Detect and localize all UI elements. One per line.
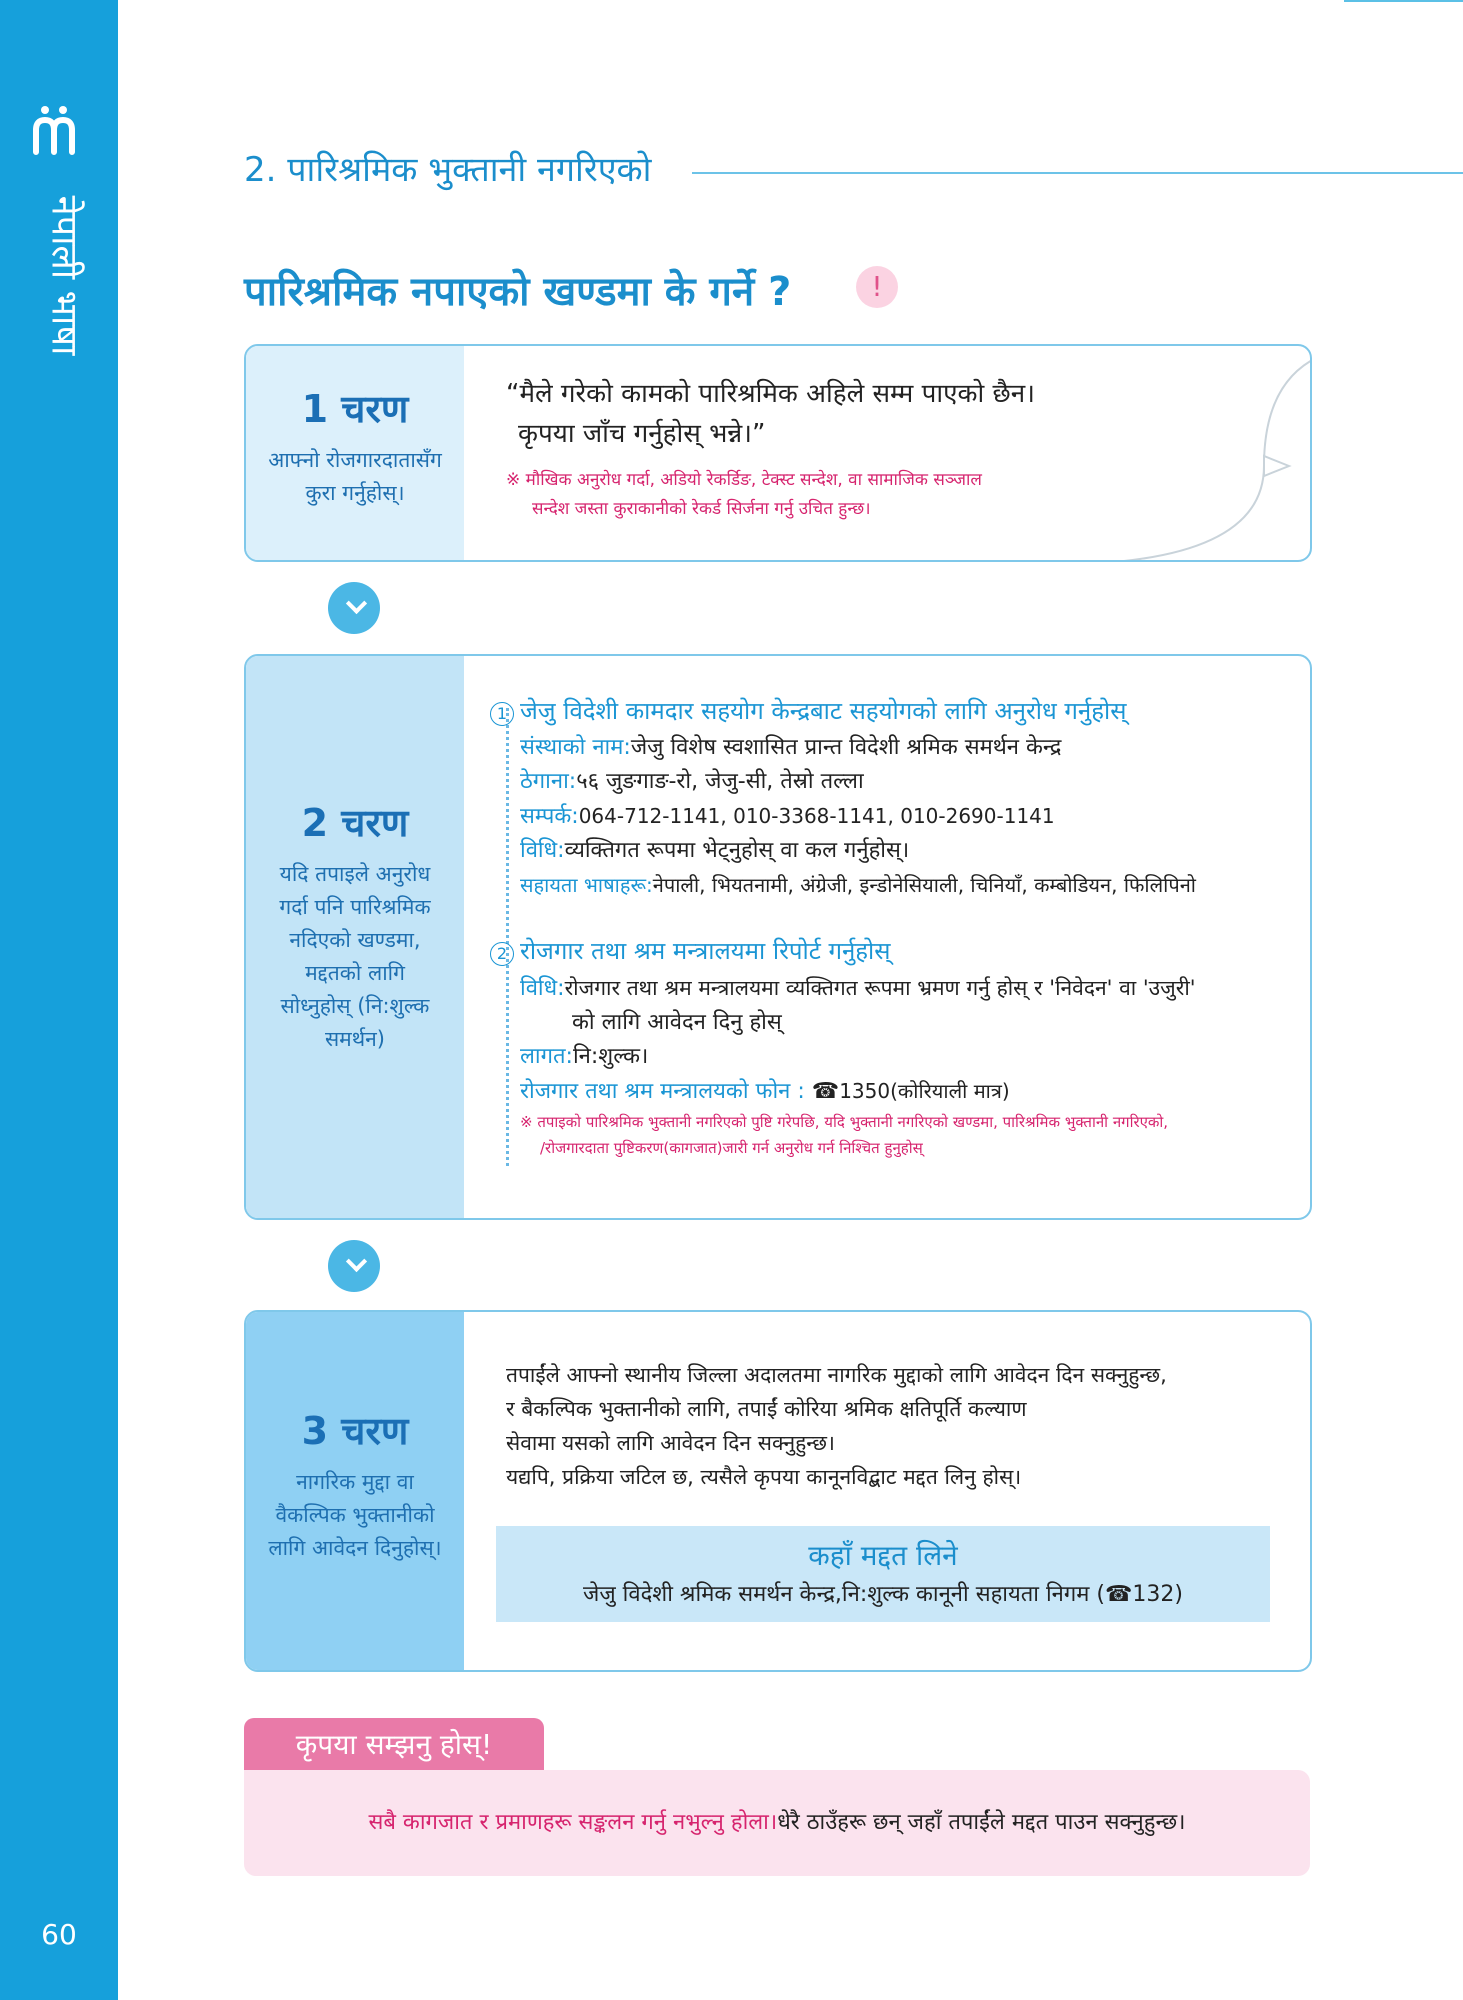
step2-label: 2 चरण	[301, 801, 409, 845]
phone-icon: ☎	[811, 1079, 840, 1104]
item2-cost: लागत:नि:शुल्क।	[520, 1044, 649, 1069]
step3-line3: सेवामा यसको लागि आवेदन दिन सक्नुहुन्छ।	[506, 1431, 835, 1455]
step1-quote	[506, 374, 1035, 524]
help-box	[496, 1526, 1270, 1622]
step1-desc: आफ्नो रोजगारदातासँग कुरा गर्नुहोस्।	[268, 448, 442, 505]
down-arrow-icon	[328, 582, 380, 634]
item2-number: 2	[490, 942, 514, 966]
alert-icon: !	[856, 266, 898, 308]
step2-column	[246, 656, 464, 1218]
step2-desc: यदि तपाइले अनुरोध गर्दा पनि पारिश्रमिक नदिएको खण्डमा, मद्दतको लागि सोध्नुहोस् (नि:शुल्क समर्थन)	[279, 862, 431, 1051]
section-title: 2. पारिश्रमिक भुक्तानी नगरिएको	[244, 150, 652, 190]
item1-languages: सहायता भाषाहरू:नेपाली, भियतनामी, अंग्रेजी, इन्डोनेसियाली, चिनियाँ, कम्बोडियन, फिलिपिनो	[520, 873, 1196, 897]
step1-note-line2: सन्देश जस्ता कुराकानीको रेकर्ड सिर्जना गर्नु उचित हुन्छ।	[532, 499, 871, 519]
quote-line2: कृपया जाँच गर्नुहोस् भन्ने।”	[518, 419, 766, 449]
item2	[490, 934, 1196, 1161]
item1-address: ठेगाना:५६ जुङगाङ-रो, जेजु-सी, तेस्रो तल्ला	[520, 769, 864, 794]
step3-text	[506, 1358, 1167, 1494]
item1-number: 1	[490, 702, 514, 726]
remember-tab: कृपया सम्झनु होस्!	[244, 1718, 544, 1772]
item1-title: 1 जेजु विदेशी कामदार सहयोग केन्द्रबाट सहयोगको लागि अनुरोध गर्नुहोस्	[490, 694, 1196, 727]
item2-title: 2 रोजगार तथा श्रम मन्त्रालयमा रिपोर्ट गर्नुहोस्	[490, 934, 1196, 967]
step1-content	[464, 346, 1310, 560]
person-silhouette-icon	[1309, 376, 1312, 516]
remember-text: धेरै ठाउँहरू छन् जहाँ तपाईंले मद्दत पाउन सक्नुहुन्छ।	[777, 1810, 1186, 1835]
step1-card	[244, 344, 1312, 562]
top-rule	[1344, 0, 1463, 2]
step3-content	[464, 1312, 1310, 1670]
remember-box	[244, 1770, 1310, 1876]
step2-card	[244, 654, 1312, 1220]
item2-note-line2: /रोजगारदाता पुष्टिकरण(कागजात)जारी गर्न अनुरोध गर्न निश्चित हुनुहोस्	[540, 1139, 923, 1157]
item2-phone: रोजगार तथा श्रम मन्त्रालयको फोन : ☎1350(कोरियाली मात्र)	[520, 1079, 1010, 1104]
step3-column	[246, 1312, 464, 1670]
item1-org: संस्थाको नाम:जेजु विशेष स्वशासित प्रान्त विदेशी श्रमिक समर्थन केन्द्र	[520, 735, 1062, 760]
item1	[490, 694, 1196, 902]
sidebar	[0, 0, 118, 2000]
step1-column	[246, 346, 464, 560]
step3-label: 3 चरण	[301, 1409, 409, 1453]
step3-desc: नागरिक मुद्दा वा वैकल्पिक भुक्तानीको लागि आवेदन दिनुहोस्।	[268, 1470, 442, 1560]
remember-text-highlight: सबै कागजात र प्रमाणहरू सङ्कलन गर्नु नभुल्नु होला।	[368, 1810, 778, 1835]
item1-method: विधि:व्यक्तिगत रूपमा भेट्नुहोस् वा कल गर्नुहोस्।	[520, 838, 910, 863]
help-text: जेजु विदेशी श्रमिक समर्थन केन्द्र,नि:शुल्क कानूनी सहायता निगम (☎132)	[583, 1582, 1183, 1607]
step1-note-line1: ※ मौखिक अनुरोध गर्दा, अडियो रेकर्डिङ, टेक्स्ट सन्देश, वा सामाजिक सञ्जाल	[506, 470, 982, 490]
quote-line1: “मैले गरेको कामको पारिश्रमिक अहिले सम्म पाएको छैन।	[506, 379, 1035, 409]
step1-label: 1 चरण	[301, 387, 409, 431]
item2-method: विधि:रोजगार तथा श्रम मन्त्रालयमा व्यक्तिगत रूपमा भ्रमण गर्नु होस् र 'निवेदन' वा 'उजुरी'	[520, 976, 1196, 1001]
step3-line2: र बैकल्पिक भुक्तानीको लागि, तपाईं कोरिया श्रमिक क्षतिपूर्ति कल्याण	[506, 1397, 1027, 1421]
sidebar-language-label: नेपाली भाषा	[43, 195, 85, 355]
item1-contact: सम्पर्क:064-712-1141, 010-3368-1141, 010-2690-1141	[520, 804, 1055, 829]
help-title: कहाँ मद्दत लिने	[808, 1539, 958, 1572]
logo-icon	[30, 104, 86, 160]
item2-method-cont: को लागि आवेदन दिनु होस्	[572, 1010, 782, 1035]
section-rule	[692, 172, 1463, 174]
main-heading: पारिश्रमिक नपाएको खण्डमा के गर्ने ?	[244, 269, 792, 315]
step3-line4: यद्यपि, प्रक्रिया जटिल छ, त्यसैले कृपया कानूनविद्बाट मद्दत लिनु होस्।	[506, 1465, 1022, 1489]
page-number: 60	[41, 1918, 77, 1951]
step3-line1: तपाईंले आफ्नो स्थानीय जिल्ला अदालतमा नागरिक मुद्दाको लागि आवेदन दिन सक्नुहुन्छ,	[506, 1363, 1167, 1387]
step3-card	[244, 1310, 1312, 1672]
step2-content	[464, 656, 1310, 1218]
item2-note-line1: ※ तपाइको पारिश्रमिक भुक्तानी नगरिएको पुष्टि गरेपछि, यदि भुक्तानी नगरिएको खण्डमा, पारिश्रमिक भुक्तानी नगरिएको,	[520, 1113, 1169, 1131]
down-arrow-icon	[328, 1240, 380, 1292]
